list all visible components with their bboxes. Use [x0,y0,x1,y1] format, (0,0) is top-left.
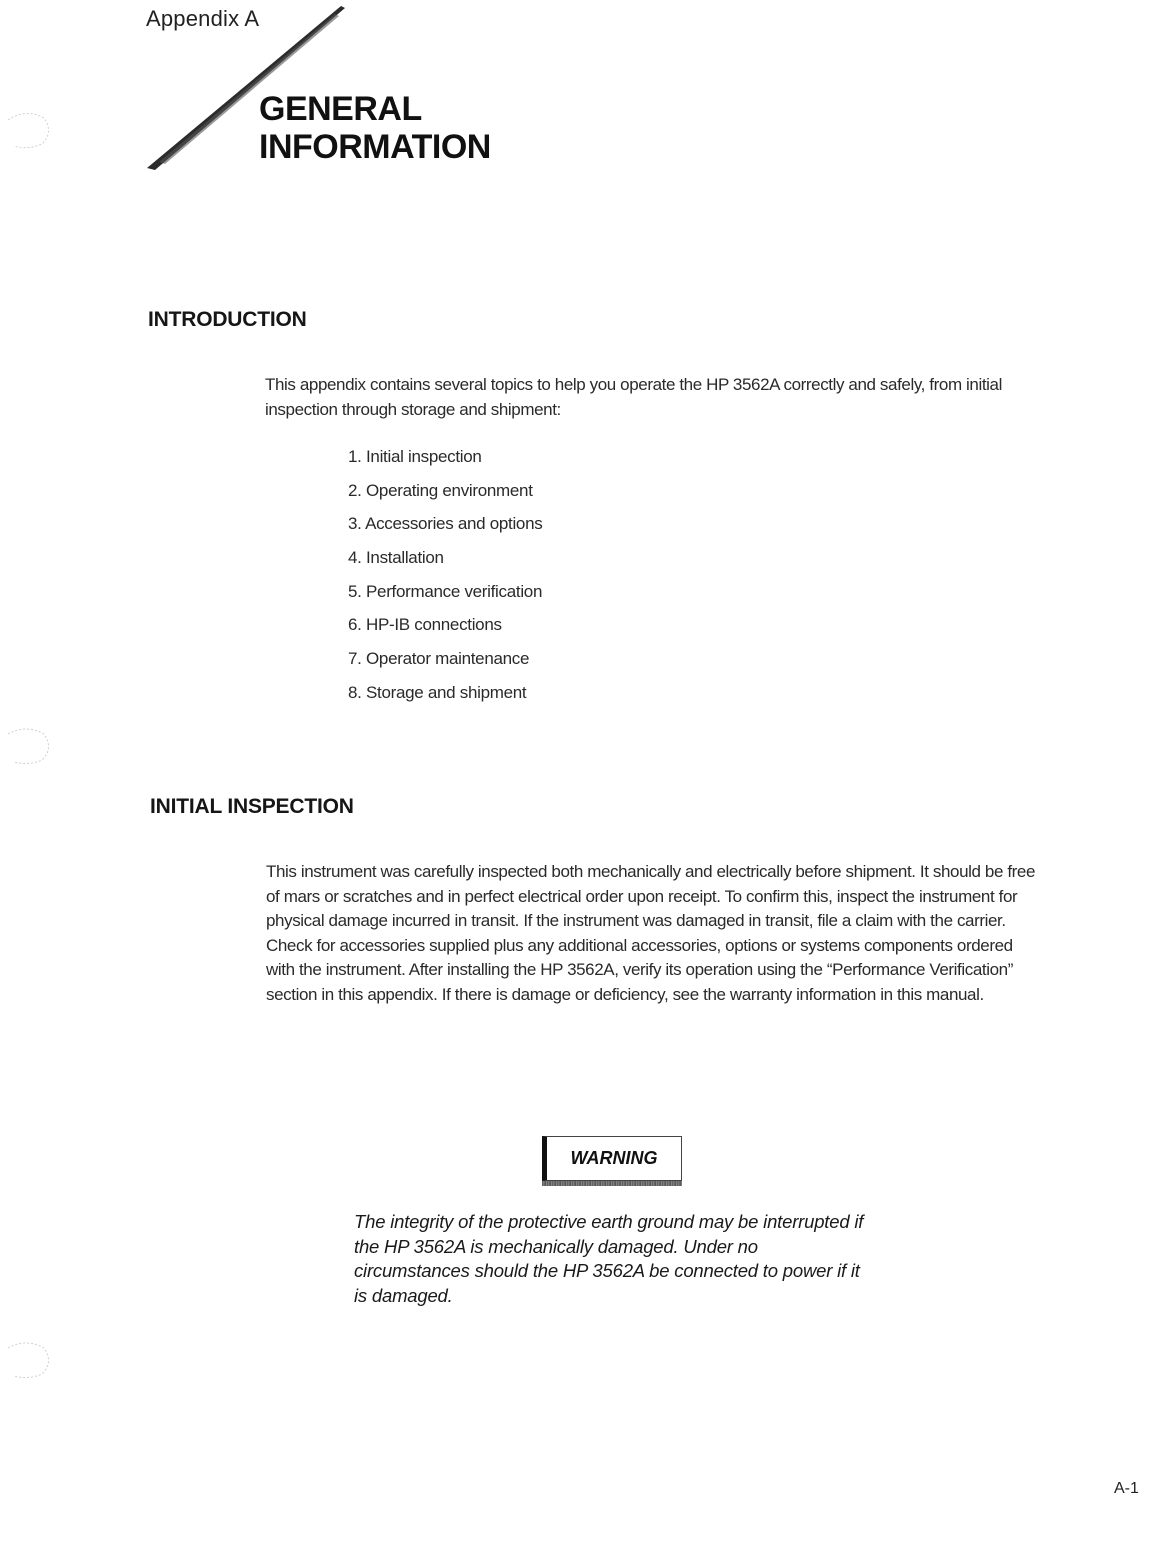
punch-hole-bottom [4,1334,52,1382]
punch-hole-top [4,104,52,152]
list-item: 4. Installation [348,548,444,568]
chapter-title-line-2: INFORMATION [259,128,491,166]
page-number: A-1 [1114,1480,1139,1497]
warning-box [542,1136,682,1181]
list-item: 1. Initial inspection [348,447,482,466]
introduction-heading: INTRODUCTION [148,308,307,331]
list-item: 5. Performance verification [348,581,543,601]
chapter-title [259,90,491,166]
list-item: 7. Operator maintenance [348,649,530,669]
warning-label: WARNING [570,1148,658,1168]
initial-inspection-heading: INITIAL INSPECTION [150,795,354,818]
initial-inspection-paragraph: This instrument was carefully inspected both mechanically and electrically before shipment. It should be free of mars or scratches and in perfect electrical order upon receipt. To confirm this, inspect the instrument for physical damage incurred in transit. If the instrument was damaged in transit, file a claim with the carrier. Check for accessories supplied plus any additional accessories, options or systems components ordered with the instrument. After installing the HP 3562A, verify its operation using the “Performance Verification” section in this appendix. If there is damage or deficiency, see the warranty information in this manual. [266,862,1036,1004]
appendix-label: Appendix A [146,6,260,31]
topic-list [348,444,542,714]
list-item: 3. Accessories and options [348,514,543,534]
list-item: 2. Operating environment [348,480,533,500]
list-item: 8. Storage and shipment [348,682,527,702]
warning-text: The integrity of the protective earth ground may be interrupted if the HP 3562A is mechanically damaged. Under no circumstances should the HP 3562A be connected to power if it is damaged. [354,1211,864,1306]
chapter-title-line-1: GENERAL [259,90,422,128]
punch-hole-middle [4,720,52,768]
list-item: 6. HP-IB connections [348,615,502,635]
introduction-paragraph: This appendix contains several topics to help you operate the HP 3562A correctly and safely, from initial inspection through storage and shipment: [265,375,1002,419]
